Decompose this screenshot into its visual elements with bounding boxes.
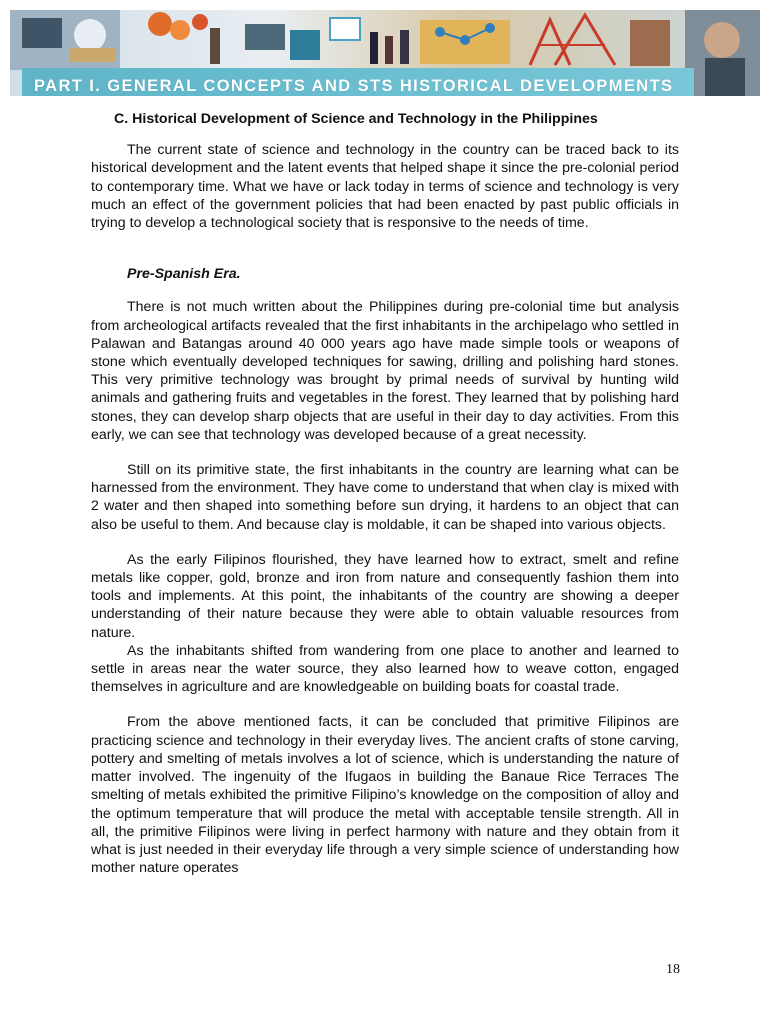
section-heading: C. Historical Development of Science and Technology in the Philippines xyxy=(114,111,598,127)
header-banner xyxy=(10,10,760,96)
intro-paragraph: The current state of science and technology in the country can be traced back to its historical development and the latent events that helped shape it since the pre-colonial period to contemporary time. What we have or lack today in terms of science and technology is very much an effect of the government policies that had been enacted by past public officials in trying to develop a technological society that is responsive to the needs of time. xyxy=(91,142,679,232)
body-paragraph: As the early Filipinos flourished, they have learned how to extract, smelt and refine metals like copper, gold, bronze and iron from nature and consequently fashion them into tools and implements. At this point, the inhabitants of the country are showing a deeper understanding of their nature because they were able to obtain valuable resources from nature. xyxy=(91,551,679,641)
body-paragraph: As the inhabitants shifted from wandering from one place to another and learned to settle in areas near the water source, they also learned how to weave cotton, engaged themselves in agriculture and are knowledgeable on building boats for coastal trade. xyxy=(91,642,679,696)
subheading-pre-spanish-era: Pre-Spanish Era. xyxy=(127,266,241,283)
banner-title: PART I. GENERAL CONCEPTS AND STS HISTORICAL DEVELOPMENTS xyxy=(22,68,694,96)
body-paragraph: Still on its primitive state, the first inhabitants in the country are learning what can be harnessed from the environment. They have come to understand that when clay is mixed with 2 water and then shaped into something before sun drying, it hardens to an object that can also be useful to them. And because clay is moldable, it can be shaped into various objects. xyxy=(91,462,679,533)
page-number: 18 xyxy=(666,962,680,977)
page-content xyxy=(91,110,679,894)
body-paragraph: From the above mentioned facts, it can be concluded that primitive Filipinos are practicing science and technology in their everyday lives. The ancient crafts of stone carving, pottery and smelting of metals involves a lot of science, which is understanding the nature of matter involved. The ingenuity of the Ifugaos in building the Banaue Rice Terraces The smelting of metals exhibited the primitive Filipino’s knowledge on the composition of alloy and the optimum temperature that will produce the metal with acceptable tensile strength. All in all, the primitive Filipinos were living in perfect harmony with nature and they obtain from it what is just needed in their everyday life through a very simple science of understanding how mother nature operates xyxy=(91,714,679,877)
body-paragraph: There is not much written about the Philippines during pre-colonial time but analysis from archeological artifacts revealed that the first inhabitants in the archipelago who settled in Palawan and Batangas around 40 000 years ago have made simple tools or weapons of stone which eventually developed techniques for sawing, drilling and polishing hard stones. This very primitive technology was brought by primal needs of survival by hunting wild animals and gathering fruits and vegetables in the forest. They learned that by polishing hard stones, they can develop sharp objects that are useful in their day to day activities. From this early, we can see that technology was developed because of a great necessity. xyxy=(91,299,679,443)
